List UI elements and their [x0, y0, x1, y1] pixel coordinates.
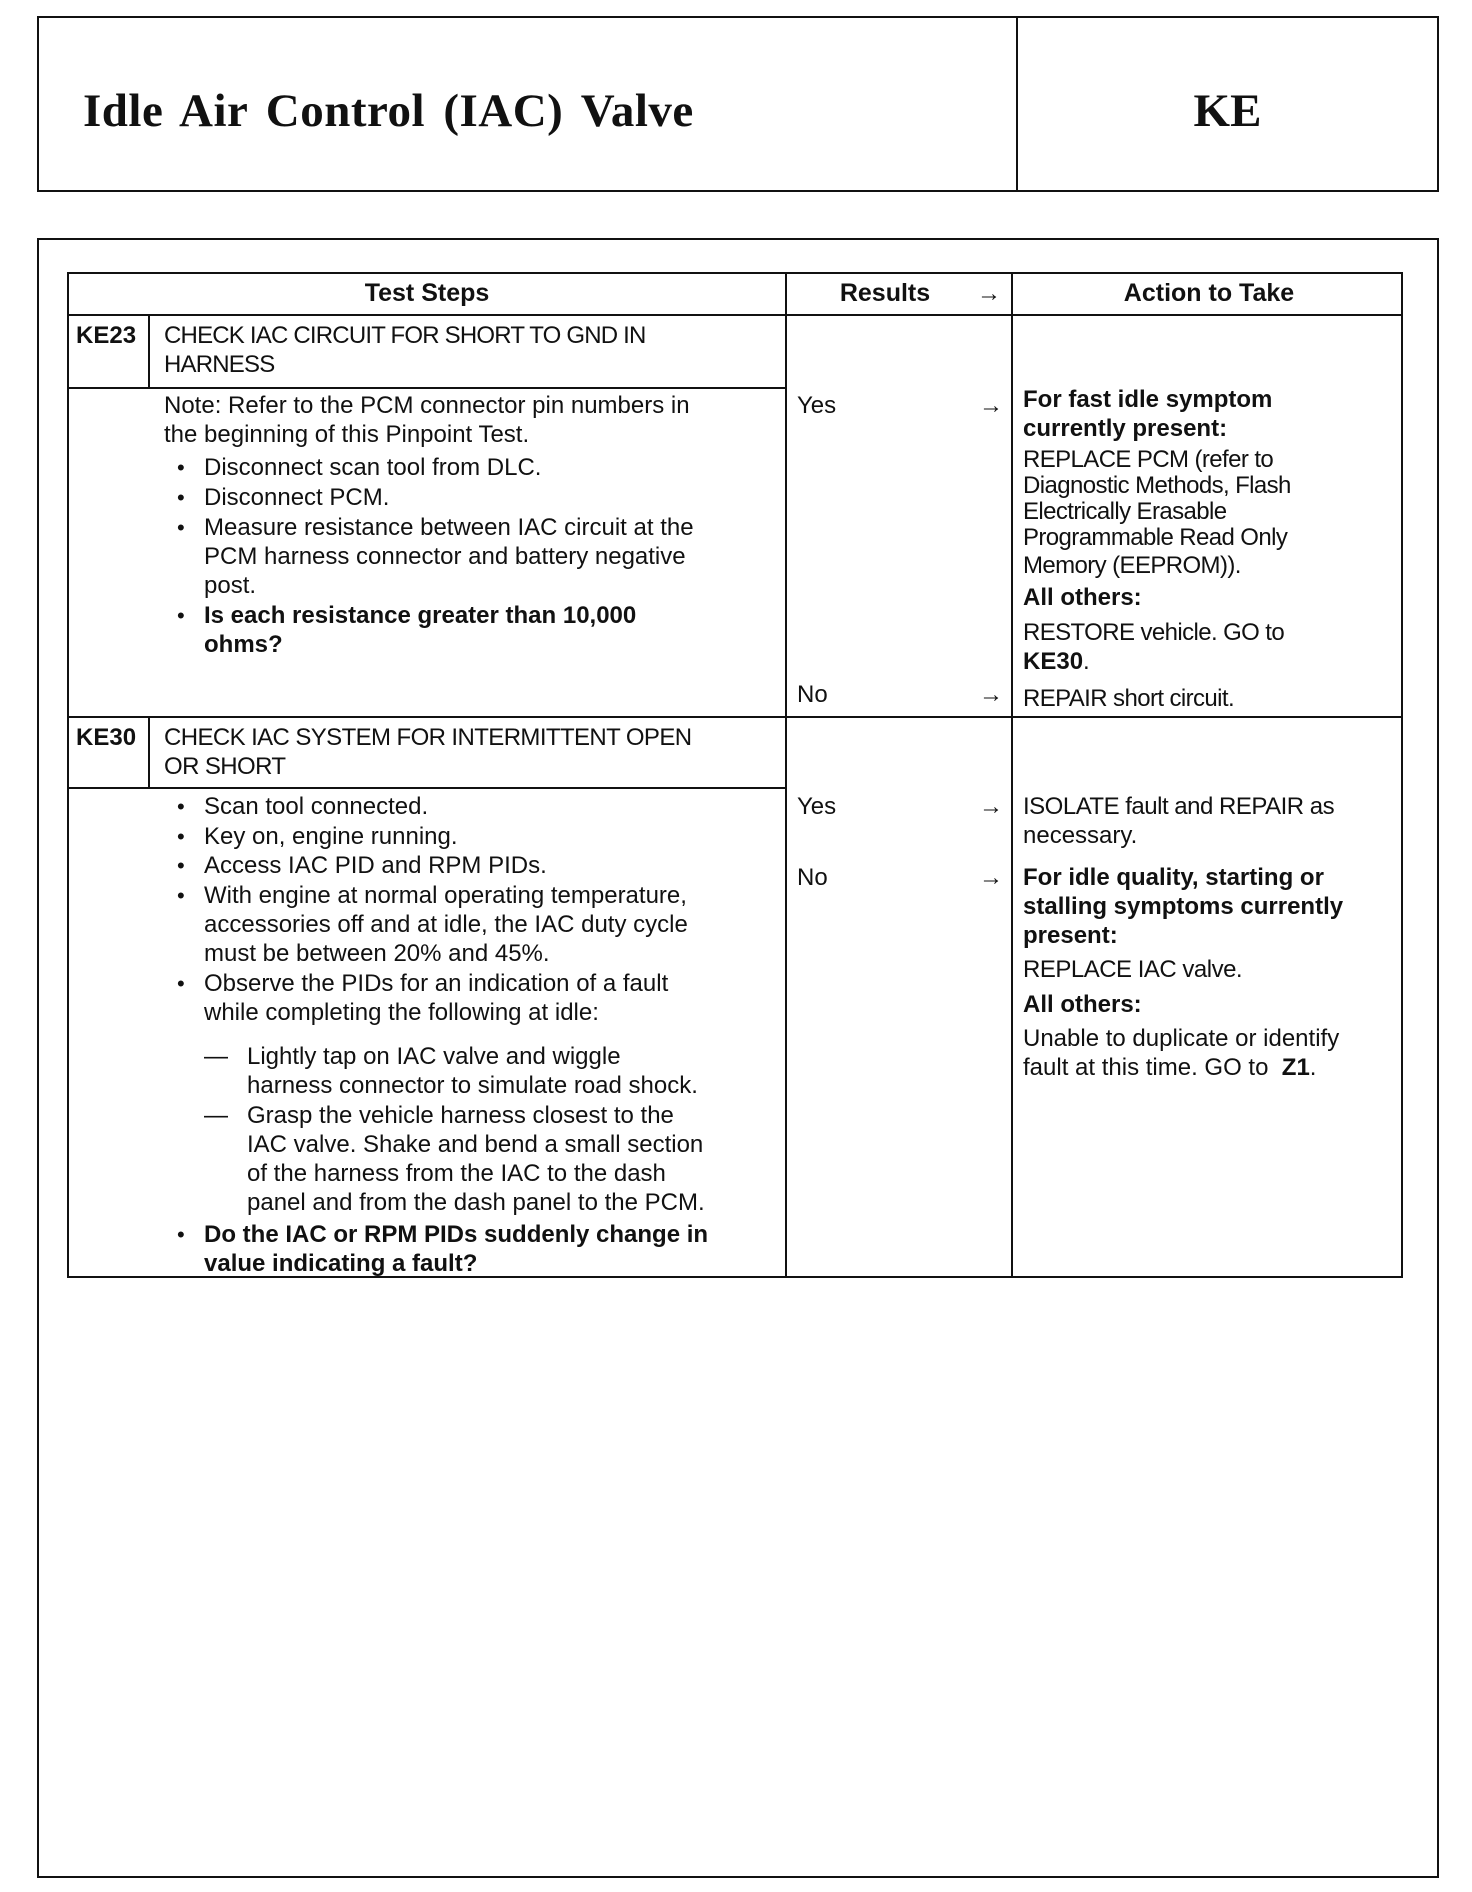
section-code: KE [1193, 85, 1262, 137]
arrow-icon: → [979, 793, 1003, 820]
ke30-question-line2: value indicating a fault? [204, 1250, 478, 1277]
ke23-question-line1: Is each resistance greater than 10,000 [204, 602, 637, 629]
ke23-note-line2: the beginning of this Pinpoint Test. [164, 421, 530, 448]
ke30-bullet-5-line2: while completing the following at idle: [204, 999, 599, 1026]
ke30-bullet-2: Key on, engine running. [204, 823, 458, 850]
ke23-bullet-2: Disconnect PCM. [204, 484, 390, 511]
ke23-title-line2: HARNESS [164, 351, 275, 378]
ke30-yes-action-line2: necessary. [1023, 822, 1138, 849]
ke30-subitem-2-line2: IAC valve. Shake and bend a small section [247, 1131, 704, 1158]
ke30-title-line2: OR SHORT [164, 753, 286, 780]
ke23-bullet-1: Disconnect scan tool from DLC. [204, 454, 542, 481]
ke30-result-yes: Yes [797, 793, 837, 820]
ke30-no-action-replace: REPLACE IAC valve. [1023, 956, 1243, 983]
ke30-bullet-3: Access IAC PID and RPM PIDs. [204, 852, 547, 879]
header-rule [69, 314, 1401, 316]
goto-ref-z1: Z1 [1281, 1054, 1310, 1081]
ke30-bullet-4-line3: must be between 20% and 45%. [204, 940, 550, 967]
ke23-yes-action-heading-line2: currently present: [1023, 415, 1228, 442]
ke23-result-no: No [797, 681, 828, 708]
bullet-icon: • [177, 853, 185, 878]
goto-text: fault at this time. GO to [1023, 1054, 1269, 1081]
ke30-title-line1: CHECK IAC SYSTEM FOR INTERMITTENT OPEN [164, 724, 692, 751]
row-divider-ke30 [69, 716, 1401, 718]
bullet-icon: • [177, 603, 185, 628]
ke30-no-action-all-others: All others: [1023, 991, 1142, 1018]
goto-ref-ke30: KE30 [1023, 648, 1084, 675]
ke23-yes-action-replace-line1: REPLACE PCM (refer to [1023, 446, 1274, 473]
header-action: Action to Take [1123, 279, 1295, 307]
bullet-icon: • [177, 971, 185, 996]
bullet-icon: • [177, 794, 185, 819]
ke30-bullet-4-line1: With engine at normal operating temperature, [204, 882, 687, 909]
bullet-icon: • [177, 824, 185, 849]
ke23-yes-action-restore: RESTORE vehicle. GO to [1023, 619, 1285, 646]
ke23-yes-action-replace-line3: Electrically Erasable [1023, 498, 1227, 525]
ke30-no-action-heading-line3: present: [1023, 922, 1118, 949]
ke23-bullet-3-line2: PCM harness connector and battery negative [204, 543, 686, 570]
title-box [37, 16, 1439, 192]
col-divider-action [1011, 274, 1013, 1276]
ke30-title-rule [69, 787, 785, 789]
ke30-subitem-2-line3: of the harness from the IAC to the dash [247, 1160, 666, 1187]
bullet-icon: • [177, 883, 185, 908]
code-divider-ke23 [148, 314, 150, 388]
ke23-title-rule [69, 387, 785, 389]
ke30-bullet-1: Scan tool connected. [204, 793, 429, 820]
bullet-icon: • [177, 515, 185, 540]
ke23-bullet-3-line1: Measure resistance between IAC circuit at the [204, 514, 694, 541]
header-arrow-icon: → [977, 280, 1001, 307]
ke30-no-action-unable-line2: fault at this time. GO to Z1. [1023, 1054, 1317, 1081]
ke23-result-yes: Yes [797, 392, 837, 419]
ke30-subitem-2-line1: Grasp the vehicle harness closest to the [247, 1102, 674, 1129]
bullet-icon: • [177, 455, 185, 480]
code-divider-ke30 [148, 716, 150, 788]
ke23-yes-action-all-others: All others: [1023, 584, 1142, 611]
ke30-subitem-1-line2: harness connector to simulate road shock. [247, 1072, 698, 1099]
arrow-icon: → [979, 681, 1003, 708]
ke30-no-action-heading-line1: For idle quality, starting or [1023, 864, 1324, 891]
dash-icon: — [204, 1043, 228, 1070]
ke30-bullet-5-line1: Observe the PIDs for an indication of a fault [204, 970, 669, 997]
pinpoint-test-table [67, 272, 1403, 1278]
ke23-yes-action-heading-line1: For fast idle symptom [1023, 386, 1273, 413]
bullet-icon: • [177, 485, 185, 510]
ke30-result-no: No [797, 864, 828, 891]
arrow-icon: → [979, 864, 1003, 891]
ke30-bullet-4-line2: accessories off and at idle, the IAC duty cycle [204, 911, 688, 938]
ke30-no-action-unable-line1: Unable to duplicate or identify [1023, 1025, 1340, 1052]
step-code-ke23: KE23 [76, 322, 137, 349]
header-results: Results [839, 279, 931, 307]
ke23-question-line2: ohms? [204, 631, 283, 658]
arrow-icon: → [979, 392, 1003, 419]
bullet-icon: • [177, 1222, 185, 1247]
ke30-no-action-heading-line2: stalling symptoms currently [1023, 893, 1344, 920]
ke23-note-line1: Note: Refer to the PCM connector pin numbers in [164, 392, 690, 419]
ke23-title-line1: CHECK IAC CIRCUIT FOR SHORT TO GND IN [164, 322, 646, 349]
ke23-bullet-3-line3: post. [204, 572, 257, 599]
ke23-yes-action-replace-line2: Diagnostic Methods, Flash [1023, 472, 1291, 499]
ke30-subitem-1-line1: Lightly tap on IAC valve and wiggle [247, 1043, 621, 1070]
ke30-yes-action-line1: ISOLATE fault and REPAIR as [1023, 793, 1335, 820]
dash-icon: — [204, 1102, 228, 1129]
step-code-ke30: KE30 [76, 724, 137, 751]
ke23-yes-action-goto: KE30. [1023, 648, 1090, 675]
ke30-question-line1: Do the IAC or RPM PIDs suddenly change in [204, 1221, 709, 1248]
col-divider-results [785, 274, 787, 1276]
ke30-subitem-2-line4: panel and from the dash panel to the PCM. [247, 1189, 705, 1216]
header-test-steps: Test Steps [364, 279, 490, 307]
page-title: Idle Air Control (IAC) Valve [83, 85, 694, 137]
ke23-yes-action-replace-line5: Memory (EEPROM)). [1023, 552, 1241, 579]
ke23-no-action: REPAIR short circuit. [1023, 685, 1235, 712]
ke23-yes-action-replace-line4: Programmable Read Only [1023, 524, 1288, 551]
